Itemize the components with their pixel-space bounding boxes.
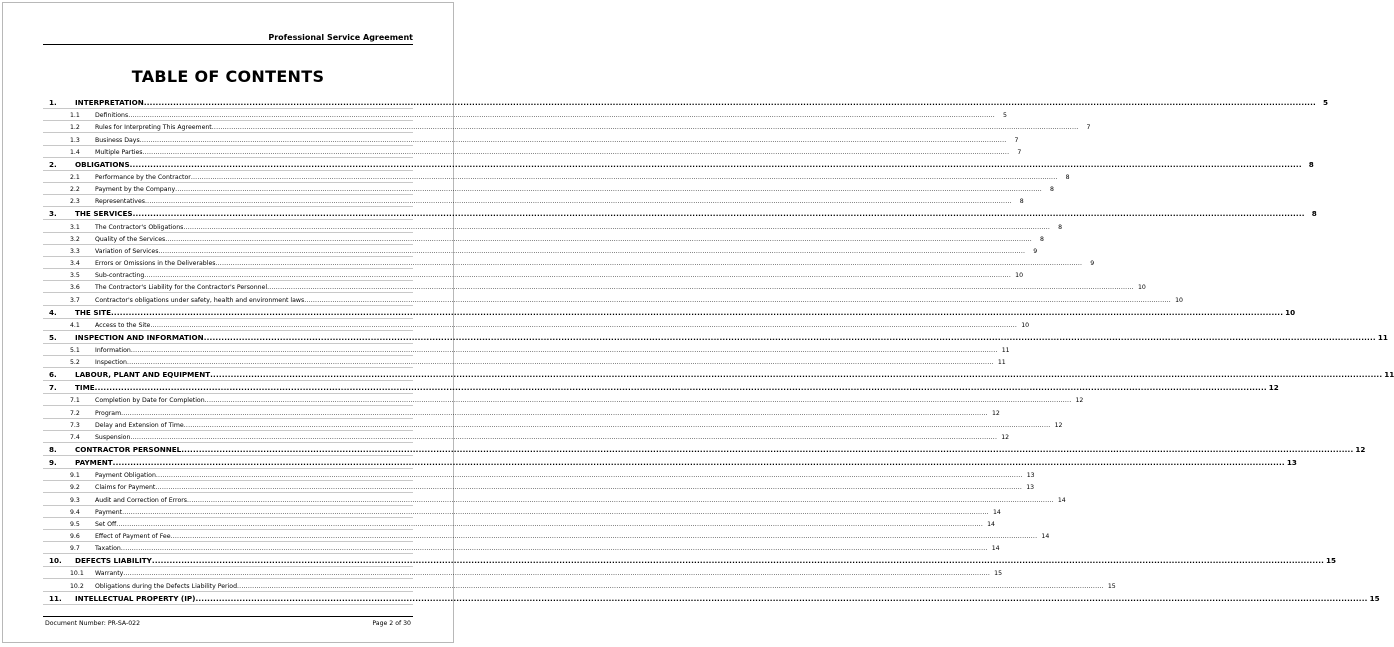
toc-entry-page: 5	[1322, 98, 1328, 107]
toc-entry-number: 9.2	[70, 484, 80, 492]
toc-subsection-entry[interactable]	[43, 579, 1116, 591]
toc-entry-page: 15	[1107, 582, 1116, 590]
toc-entry-number: 9.3	[70, 496, 80, 504]
toc-entry-number: 1.1	[70, 112, 80, 120]
toc-entry-number: 4.	[49, 307, 57, 317]
toc-subsection-entry[interactable]	[43, 109, 1007, 121]
toc-entry-number: 1.2	[70, 124, 80, 132]
toc-entry-title: INSPECTION AND INFORMATION	[75, 332, 204, 342]
toc-entry-number: 2.	[49, 159, 57, 169]
toc-entry-page: 9	[1033, 247, 1038, 255]
toc-subsection-entry[interactable]	[43, 233, 1044, 245]
toc-entry-page: 12	[1355, 444, 1366, 454]
toc-entry-number: 9.	[49, 457, 57, 467]
toc-subsection-entry[interactable]	[43, 269, 1024, 281]
toc-entry-page: 15	[1369, 593, 1380, 603]
toc-entry-number: 1.	[49, 98, 57, 107]
toc-entry-title: Multiple Parties	[95, 148, 143, 156]
toc-entry-page: 10	[1015, 272, 1024, 280]
toc-dot-leader: ................................................................................................................................................................................................................................................................................................................................................................................................................	[123, 570, 991, 578]
toc-entry-title: Set Off	[95, 520, 117, 528]
toc-subsection-entry[interactable]	[43, 506, 1001, 518]
toc-entry-title: Definitions	[95, 112, 129, 120]
toc-dot-leader: ................................................................................................................................................................................................................................................................................................................................................................................................................	[144, 198, 1012, 206]
toc-entry-page: 12	[1001, 433, 1010, 441]
toc-entry-title: Payment Obligation	[95, 472, 156, 480]
header-title: Professional Service Agreement	[268, 33, 413, 42]
toc-dot-leader: ................................................................................................................................................................................................................................................................................................................................................................................................................	[144, 272, 1012, 280]
toc-entry-page: 13	[1026, 472, 1035, 480]
toc-dot-leader: ................................................................................................................................................................................................................................................................................................................................................................................................................	[158, 247, 1026, 255]
toc-entry-number: 3.6	[70, 284, 80, 292]
toc-entry-number: 8.	[49, 444, 57, 454]
toc-dot-leader: ................................................................................................................................................................................................................................................................................................................................................................................................................	[170, 533, 1038, 541]
toc-entry-page: 14	[1041, 533, 1050, 541]
footer-rule	[43, 616, 413, 617]
toc-entry-number: 7.	[49, 383, 57, 393]
toc-entry-number: 2.1	[70, 173, 80, 181]
toc-dot-leader: ................................................................................................................................................................................................................................................................................................................................................................................................................	[150, 321, 1018, 329]
toc-dot-leader: ................................................................................................................................................................................................................................................................................................................................................................................................................	[121, 409, 988, 417]
toc-entry-title: Completion by Date for Completion	[95, 397, 205, 405]
toc-section-entry[interactable]	[43, 207, 1317, 220]
toc-entry-page: 8	[1040, 235, 1044, 243]
toc-entry-number: 9.6	[70, 533, 80, 541]
toc-entry-title: INTELLECTUAL PROPERTY (IP)	[75, 593, 196, 603]
toc-entry-number: 3.2	[70, 235, 80, 243]
toc-entry-page: 14	[992, 508, 1001, 516]
toc-entry-title: Taxation	[95, 545, 121, 553]
toc-entry-title: PAYMENT	[75, 457, 113, 467]
toc-section-entry[interactable]	[43, 368, 1394, 381]
toc-entry-number: 9.7	[70, 545, 80, 553]
toc-entry-title: Audit and Correction of Errors	[95, 496, 188, 504]
toc-entry-page: 7	[1086, 124, 1091, 132]
toc-subsection-entry[interactable]	[43, 518, 995, 530]
footer-document-number: Document Number: PR-SA-022	[45, 620, 141, 627]
toc-dot-leader: ................................................................................................................................................................................................................................................................................................................................................................................................................	[304, 296, 1171, 304]
toc-entry-page: 11	[1384, 370, 1394, 380]
toc-entry-number: 7.4	[70, 433, 80, 441]
toc-subsection-entry[interactable]	[43, 146, 1022, 158]
toc-subsection-entry[interactable]	[43, 394, 1084, 406]
toc-entry-number: 11.	[49, 593, 62, 603]
toc-dot-leader: ................................................................................................................................................................................................................................................................................................................................................................................................................	[151, 556, 1325, 566]
toc-entry-number: 4.1	[70, 321, 80, 329]
toc-dot-leader: ................................................................................................................................................................................................................................................................................................................................................................................................................	[129, 159, 1302, 169]
toc-entry-number: 5.	[49, 332, 57, 342]
toc-entry-number: 10.2	[70, 582, 84, 590]
toc-subsection-entry[interactable]	[43, 542, 1000, 554]
toc-entry-title: TIME	[75, 383, 95, 393]
toc-subsection-entry[interactable]	[43, 431, 1010, 443]
toc-subsection-entry[interactable]	[43, 195, 1024, 207]
toc-subsection-entry[interactable]	[43, 493, 1066, 505]
toc-section-entry[interactable]	[43, 381, 1279, 394]
toc-dot-leader: ................................................................................................................................................................................................................................................................................................................................................................................................................	[111, 307, 1284, 317]
toc-entry-number: 3.7	[70, 296, 80, 304]
toc-entry-number: 10.1	[70, 570, 84, 578]
toc-entry-title: Inspection	[95, 359, 127, 367]
toc-entry-page: 11	[1377, 332, 1388, 342]
toc-entry-title: Errors or Omissions in the Deliverables	[95, 260, 216, 268]
toc-section-entry[interactable]	[43, 554, 1337, 567]
toc-section-entry[interactable]	[43, 456, 1297, 469]
toc-entry-page: 9	[1090, 260, 1095, 268]
toc-dot-leader: ................................................................................................................................................................................................................................................................................................................................................................................................................	[130, 433, 998, 441]
toc-entry-title: Variation of Services	[95, 247, 159, 255]
toc-section-entry[interactable]	[43, 443, 1366, 456]
footer-page-info: Page 2 of 30	[372, 620, 411, 627]
toc-entry-title: Claims for Payment	[95, 484, 156, 492]
toc-entry-number: 5.2	[70, 359, 80, 367]
toc-entry-title: Access to the Site	[95, 321, 151, 329]
toc-section-entry[interactable]	[43, 592, 1380, 605]
toc-entry-page: 11	[1001, 347, 1010, 354]
toc-entry-page: 15	[1326, 556, 1337, 566]
toc-dot-leader: ................................................................................................................................................................................................................................................................................................................................................................................................................	[155, 472, 1023, 480]
toc-entry-number: 3.4	[70, 260, 80, 268]
toc-entry-title: Delay and Extension of Time	[95, 421, 184, 429]
toc-entry-title: Contractor's obligations under safety, health and environment laws	[95, 296, 305, 304]
toc-dot-leader: ................................................................................................................................................................................................................................................................................................................................................................................................................	[139, 136, 1007, 144]
toc-entry-number: 2.2	[70, 186, 80, 194]
toc-dot-leader: ................................................................................................................................................................................................................................................................................................................................................................................................................	[267, 284, 1134, 292]
toc-entry-title: LABOUR, PLANT AND EQUIPMENT	[75, 370, 211, 380]
toc-entry-page: 8	[1019, 198, 1024, 206]
toc-dot-leader: ................................................................................................................................................................................................................................................................................................................................................................................................................	[183, 223, 1051, 231]
toc-dot-leader: ................................................................................................................................................................................................................................................................................................................................................................................................................	[190, 173, 1058, 181]
toc-entry-title: OBLIGATIONS	[75, 159, 130, 169]
toc-subsection-entry[interactable]	[43, 469, 1035, 481]
toc-entry-title: The Contractor's Obligations	[95, 223, 184, 231]
toc-subsection-entry[interactable]	[43, 319, 1030, 331]
toc-entry-page: 7	[1017, 148, 1022, 156]
toc-dot-leader: ................................................................................................................................................................................................................................................................................................................................................................................................................	[130, 347, 998, 354]
toc-entry-title: Suspension	[95, 433, 131, 441]
toc-section-entry[interactable]	[43, 158, 1314, 171]
toc-entry-title: Program	[95, 409, 122, 417]
toc-entry-number: 1.4	[70, 148, 80, 156]
toc-entry-title: THE SITE	[75, 307, 111, 317]
toc-subsection-entry[interactable]	[43, 183, 1054, 195]
toc-dot-leader: ................................................................................................................................................................................................................................................................................................................................................................................................................	[94, 383, 1267, 393]
toc-entry-number: 3.1	[70, 223, 80, 231]
toc-entry-number: 5.1	[70, 347, 80, 354]
toc-entry-number: 10.	[49, 556, 62, 566]
toc-dot-leader: ................................................................................................................................................................................................................................................................................................................................................................................................................	[210, 370, 1383, 380]
header-rule	[43, 44, 413, 45]
toc-entry-page: 10	[1175, 296, 1183, 304]
toc-entry-page: 13	[1286, 457, 1297, 467]
toc-entry-title: Warranty	[95, 570, 124, 578]
toc-entry-title: Obligations during the Defects Liability Period	[95, 582, 238, 590]
toc-entry-title: Performance by the Contractor	[95, 173, 191, 181]
toc-entry-title: Quality of the Services	[95, 235, 166, 243]
toc-entry-number: 7.2	[70, 409, 80, 417]
toc-subsection-entry[interactable]	[43, 245, 1038, 257]
toc-dot-leader: ................................................................................................................................................................................................................................................................................................................................................................................................................	[155, 484, 1023, 492]
toc-subsection-entry[interactable]	[43, 133, 1019, 145]
table-of-contents	[43, 96, 1394, 605]
toc-entry-number: 9.1	[70, 472, 80, 480]
toc-entry-page: 12	[991, 409, 1000, 417]
toc-entry-page: 15	[994, 570, 1003, 578]
toc-entry-page: 12	[1268, 383, 1279, 393]
toc-entry-title: Information	[95, 347, 131, 354]
toc-dot-leader: ................................................................................................................................................................................................................................................................................................................................................................................................................	[128, 112, 995, 120]
toc-dot-leader: ................................................................................................................................................................................................................................................................................................................................................................................................................	[112, 457, 1285, 467]
toc-subsection-entry[interactable]	[43, 406, 1000, 418]
toc-entry-number: 9.4	[70, 508, 80, 516]
toc-dot-leader: ................................................................................................................................................................................................................................................................................................................................................................................................................	[142, 148, 1010, 156]
toc-entry-page: 11	[997, 359, 1006, 367]
toc-entry-title: DEFECTS LIABILITY	[75, 556, 152, 566]
toc-dot-leader: ................................................................................................................................................................................................................................................................................................................................................................................................................	[187, 496, 1054, 504]
document-page	[2, 2, 1394, 643]
toc-entry-title: Sub-contracting	[95, 272, 145, 280]
toc-entry-title: Business Days	[95, 136, 140, 144]
toc-entry-number: 3.3	[70, 247, 80, 255]
toc-entry-title: Payment	[95, 508, 123, 516]
toc-entry-title: The Contractor's Liability for the Contractor's Personnel	[95, 284, 268, 292]
toc-dot-leader: ................................................................................................................................................................................................................................................................................................................................................................................................................	[204, 397, 1072, 405]
toc-dot-leader: ................................................................................................................................................................................................................................................................................................................................................................................................................	[183, 421, 1051, 429]
toc-entry-page: 14	[987, 520, 995, 528]
toc-section-entry[interactable]	[43, 331, 1388, 344]
toc-dot-leader: ................................................................................................................................................................................................................................................................................................................................................................................................................	[203, 332, 1376, 342]
toc-entry-page: 8	[1065, 173, 1070, 181]
toc-dot-leader: ................................................................................................................................................................................................................................................................................................................................................................................................................	[132, 209, 1305, 219]
toc-entry-title: Effect of Payment of Fee	[95, 533, 171, 541]
toc-subsection-entry[interactable]	[43, 293, 1183, 305]
toc-entry-page: 14	[991, 545, 1000, 553]
toc-subsection-entry[interactable]	[43, 257, 1095, 269]
toc-entry-page: 8	[1058, 223, 1063, 231]
page-title: TABLE OF CONTENTS	[131, 67, 325, 86]
toc-entry-title: Payment by the Company	[95, 186, 176, 194]
toc-dot-leader: ................................................................................................................................................................................................................................................................................................................................................................................................................	[120, 545, 988, 553]
toc-entry-page: 5	[1002, 112, 1007, 120]
toc-dot-leader: ................................................................................................................................................................................................................................................................................................................................................................................................................	[143, 98, 1316, 107]
toc-entry-page: 10	[1137, 284, 1146, 292]
toc-entry-page: 8	[1311, 209, 1317, 219]
toc-dot-leader: ................................................................................................................................................................................................................................................................................................................................................................................................................	[237, 582, 1104, 590]
toc-dot-leader: ................................................................................................................................................................................................................................................................................................................................................................................................................	[126, 359, 994, 367]
toc-section-entry[interactable]	[43, 306, 1296, 319]
toc-dot-leader: ................................................................................................................................................................................................................................................................................................................................................................................................................	[181, 444, 1354, 454]
toc-subsection-entry[interactable]	[43, 530, 1050, 542]
toc-entry-number: 7.1	[70, 397, 80, 405]
toc-entry-page: 8	[1049, 186, 1054, 194]
toc-entry-title: CONTRACTOR PERSONNEL	[75, 444, 182, 454]
toc-entry-page: 13	[1026, 484, 1035, 492]
toc-subsection-entry[interactable]	[43, 344, 1010, 356]
toc-subsection-entry[interactable]	[43, 356, 1006, 368]
toc-dot-leader: ................................................................................................................................................................................................................................................................................................................................................................................................................	[116, 520, 983, 528]
toc-entry-page: 8	[1308, 159, 1314, 169]
toc-entry-number: 9.5	[70, 520, 80, 528]
toc-dot-leader: ................................................................................................................................................................................................................................................................................................................................................................................................................	[122, 508, 989, 516]
toc-subsection-entry[interactable]	[43, 220, 1063, 232]
toc-subsection-entry[interactable]	[43, 281, 1146, 293]
toc-entry-number: 1.3	[70, 136, 80, 144]
toc-entry-page: 10	[1285, 307, 1296, 317]
toc-entry-page: 7	[1014, 136, 1019, 144]
toc-dot-leader: ................................................................................................................................................................................................................................................................................................................................................................................................................	[195, 593, 1368, 603]
toc-dot-leader: ................................................................................................................................................................................................................................................................................................................................................................................................................	[215, 260, 1083, 268]
toc-subsection-entry[interactable]	[43, 567, 1003, 579]
toc-entry-title: THE SERVICES	[75, 209, 133, 219]
toc-entry-page: 10	[1021, 321, 1030, 329]
toc-dot-leader: ................................................................................................................................................................................................................................................................................................................................................................................................................	[211, 124, 1079, 132]
toc-entry-number: 2.3	[70, 198, 80, 206]
toc-subsection-entry[interactable]	[43, 419, 1063, 431]
toc-entry-title: Representatives	[95, 198, 145, 206]
toc-entry-number: 6.	[49, 370, 57, 380]
toc-entry-number: 3.	[49, 209, 57, 219]
toc-entry-page: 12	[1075, 397, 1084, 405]
toc-section-entry[interactable]	[43, 96, 1328, 109]
toc-entry-title: INTERPRETATION	[75, 98, 144, 107]
toc-dot-leader: ................................................................................................................................................................................................................................................................................................................................................................................................................	[165, 235, 1032, 243]
toc-subsection-entry[interactable]	[43, 481, 1035, 493]
toc-entry-page: 12	[1054, 421, 1063, 429]
toc-entry-number: 3.5	[70, 272, 80, 280]
toc-entry-number: 7.3	[70, 421, 80, 429]
toc-entry-page: 14	[1057, 496, 1066, 504]
toc-dot-leader: ................................................................................................................................................................................................................................................................................................................................................................................................................	[175, 186, 1042, 194]
toc-entry-title: Rules for Interpreting This Agreement	[95, 124, 212, 132]
toc-subsection-entry[interactable]	[43, 121, 1091, 133]
toc-subsection-entry[interactable]	[43, 171, 1070, 183]
